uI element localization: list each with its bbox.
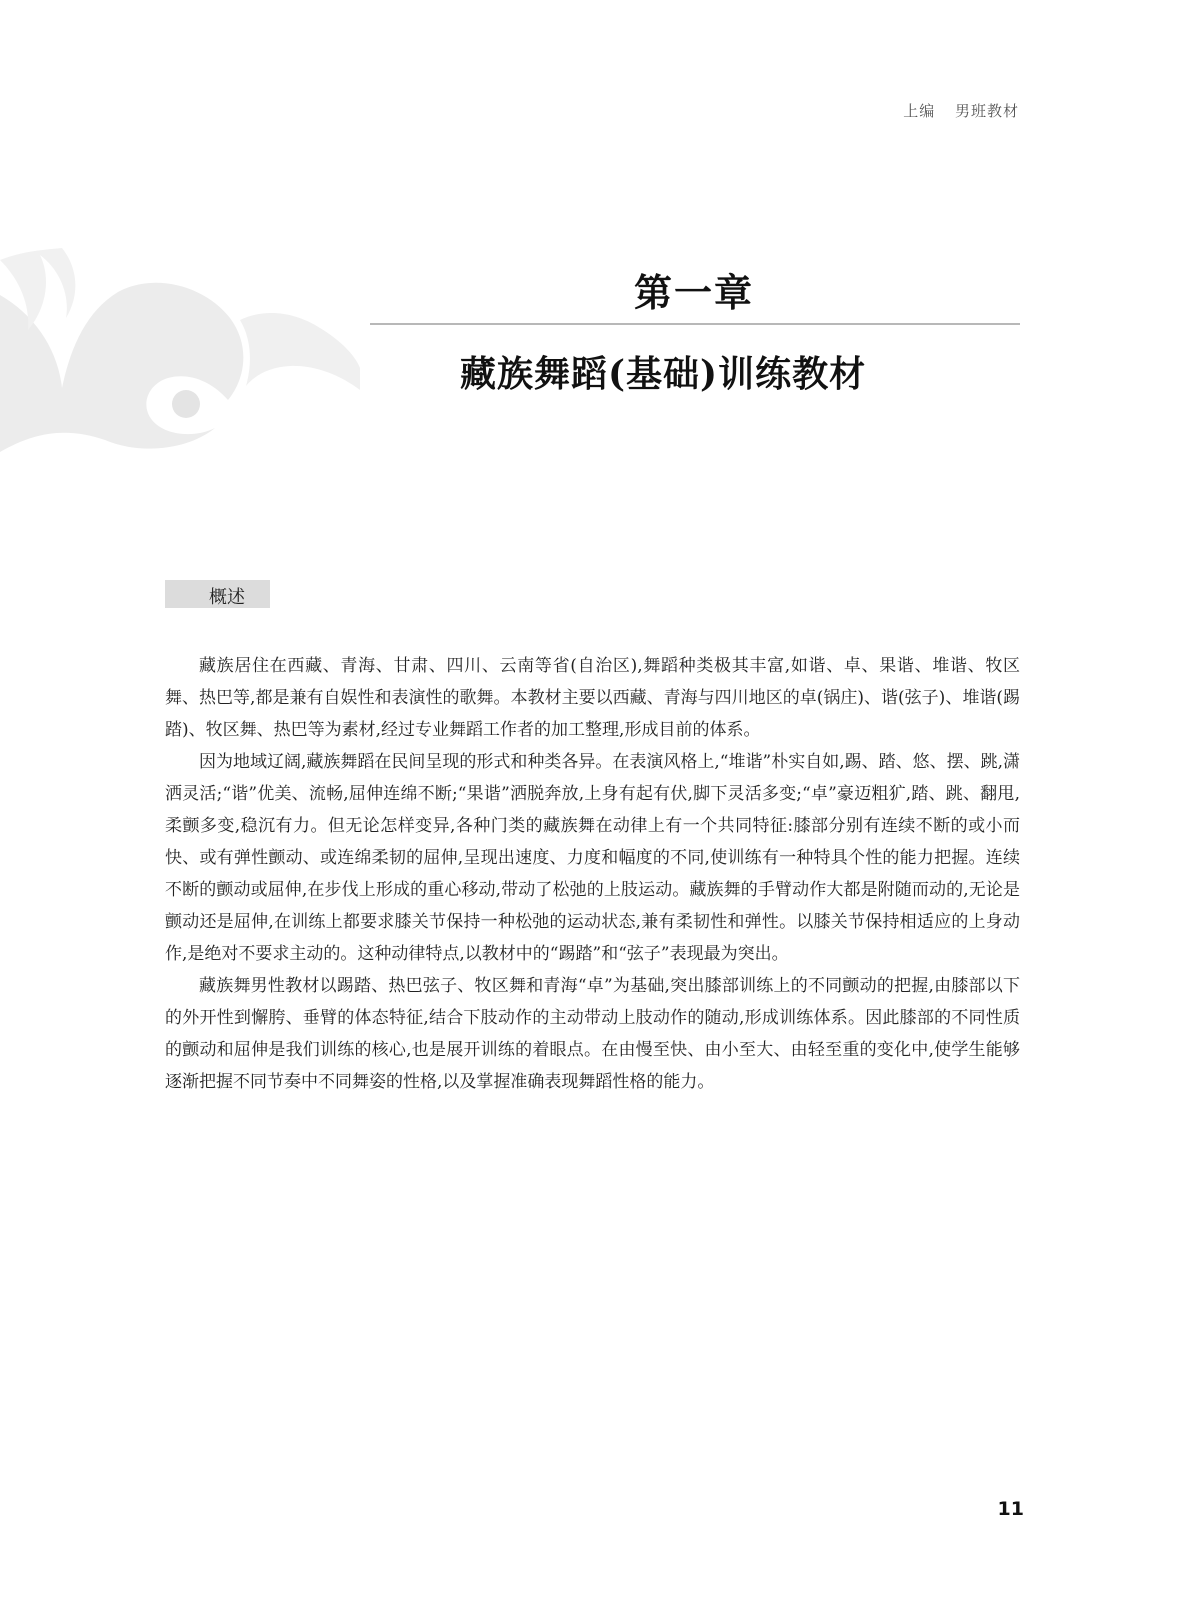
paragraph: 藏族居住在西藏、青海、甘肃、四川、云南等省(自治区),舞蹈种类极其丰富,如谐、卓、果谐、堆谐、牧区舞、热巴等,都是兼有自娱性和表演性的歌舞。本教材主要以西藏、青海与四川地区的卓(锅庄)、谐(弦子)、堆谐(踢踏)、牧区舞、热巴等为素材,经过专业舞蹈工作者的加工整理,形成目前的体系。 — [165, 656, 1020, 740]
running-header-book: 男班教材 — [954, 102, 1019, 120]
running-header — [903, 100, 1019, 121]
title-divider — [370, 323, 1020, 325]
page-number: 11 — [997, 1498, 1024, 1520]
body-text — [165, 650, 1020, 1098]
paragraph: 因为地域辽阔,藏族舞蹈在民间呈现的形式和种类各异。在表演风格上,“堆谐”朴实自如,踢、踏、悠、摆、跳,潇洒灵活;“谐”优美、流畅,屈伸连绵不断;“果谐”洒脱奔放,上身有起有伏,脚下灵活多变;“卓”豪迈粗犷,踏、跳、翻甩,柔颤多变,稳沉有力。但无论怎样变异,各种门类的藏族舞在动律上有一个共同特征:膝部分别有连续不断的或小而快、或有弹性颤动、或连绵柔韧的屈伸,呈现出速度、力度和幅度的不同,使训练有一种特具个性的能力把握。连续不断的颤动或屈伸,在步伐上形成的重心移动,带动了松弛的上肢运动。藏族舞的手臂动作大都是附随而动的,无论是颤动还是屈伸,在训练上都要求膝关节保持一种松弛的运动状态,兼有柔韧性和弹性。以膝关节保持相适应的上身动作,是绝对不要求主动的。这种动律特点,以教材中的“踢踏”和“弦子”表现最为突出。 — [165, 752, 1020, 964]
section-label-text: 概述 — [209, 587, 245, 608]
chapter-number: 第一章 — [634, 270, 755, 315]
chapter-title: 藏族舞蹈(基础)训练教材 — [460, 353, 867, 395]
auspicious-cloud-icon — [0, 200, 360, 460]
paragraph: 藏族舞男性教材以踢踏、热巴弦子、牧区舞和青海“卓”为基础,突出膝部训练上的不同颤动的把握,由膝部以下的外开性到懈胯、垂臂的体态特征,结合下肢动作的主动带动上肢动作的随动,形成训练体系。因此膝部的不同性质的颤动和屈伸是我们训练的核心,也是展开训练的着眼点。在由慢至快、由小至大、由轻至重的变化中,使学生能够逐渐把握不同节奏中不同舞姿的性格,以及掌握准确表现舞蹈性格的能力。 — [165, 976, 1020, 1092]
section-label — [165, 580, 270, 608]
running-header-part: 上编 — [903, 102, 936, 120]
